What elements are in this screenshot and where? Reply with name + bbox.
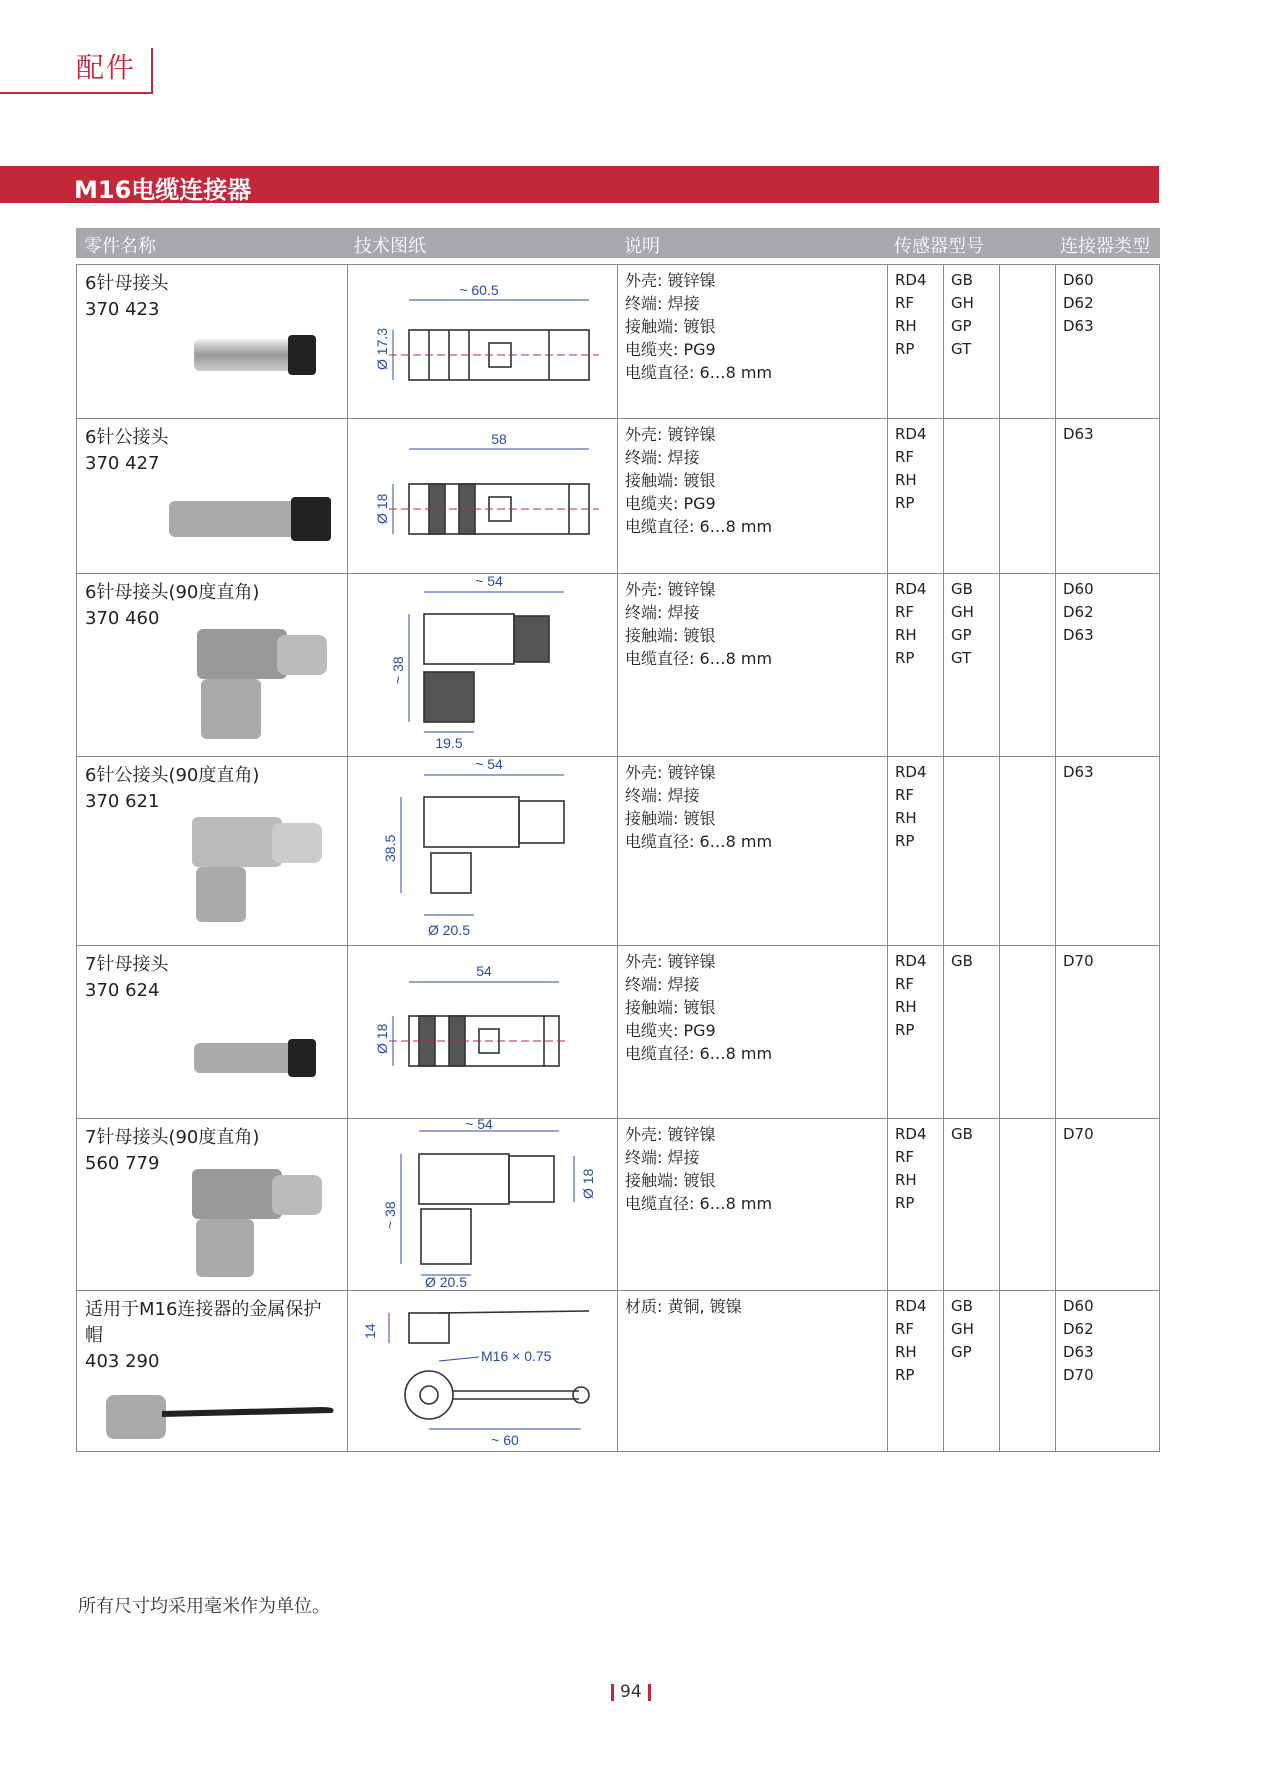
connector-types: D70	[1063, 952, 1094, 970]
technical-drawing	[349, 757, 615, 944]
part-name: 6针母接头(90度直角) 370 460	[85, 580, 259, 632]
part-number: 370 460	[85, 608, 160, 629]
part-number: 370 621	[85, 791, 160, 812]
svg-text:Ø 20.5: Ø 20.5	[424, 1274, 468, 1289]
part-name: 6针公接头(90度直角) 370 621	[85, 763, 259, 815]
sensor-models-2: GB GH GP GT	[951, 580, 974, 667]
sensor-models-1: RD4 RF RH RP	[895, 425, 927, 512]
table-row	[76, 1119, 1160, 1291]
col-description: 说明	[624, 236, 660, 257]
sensor-models-1: RD4 RF RH RP	[895, 271, 927, 358]
connector-photo	[167, 489, 337, 549]
part-name: 6针母接头 370 423	[85, 271, 168, 323]
svg-text:Ø 18: Ø 18	[580, 1168, 596, 1199]
technical-drawing	[349, 946, 615, 1117]
part-number: 370 423	[85, 299, 160, 320]
description: 外壳: 镀锌镍 终端: 焊接 接触端: 镀银 电缆直径: 6…8 mm	[625, 580, 773, 668]
svg-text:Ø 17.3: Ø 17.3	[374, 327, 390, 370]
banner-title: M16电缆连接器	[74, 176, 252, 204]
part-name: 7针母接头 370 624	[85, 952, 168, 1004]
description: 外壳: 镀锌镍 终端: 焊接 接触端: 镀银 电缆直径: 6…8 mm	[625, 763, 773, 851]
table-row	[76, 757, 1160, 946]
table-row	[76, 419, 1160, 574]
section-title: 配件	[76, 51, 137, 84]
svg-text:~ 60: ~ 60	[491, 1432, 519, 1448]
description: 外壳: 镀锌镍 终端: 焊接 接触端: 镀银 电缆直径: 6…8 mm	[625, 1125, 773, 1213]
connector-photo	[182, 817, 332, 937]
part-number: 403 290	[85, 1351, 160, 1372]
cap-photo	[102, 1381, 342, 1447]
table-row	[76, 264, 1160, 419]
col-connector-type: 连接器类型	[1060, 236, 1150, 257]
technical-drawing	[349, 1119, 615, 1289]
connector-photo	[192, 1031, 332, 1086]
sensor-models-1: RD4 RF RH RP	[895, 1297, 927, 1384]
table-row	[76, 1291, 1160, 1452]
technical-drawing	[349, 419, 615, 572]
connector-types: D63	[1063, 763, 1094, 781]
svg-text:~ 54: ~ 54	[465, 1119, 493, 1132]
technical-drawing	[349, 265, 615, 418]
table-row	[76, 946, 1160, 1119]
table-header	[76, 228, 1160, 258]
svg-text:~ 60.5: ~ 60.5	[459, 282, 499, 298]
svg-text:14: 14	[362, 1323, 378, 1339]
header-rule	[0, 92, 151, 94]
svg-text:M16 × 0.75: M16 × 0.75	[481, 1348, 552, 1364]
description: 材质: 黄铜, 镀镍	[625, 1297, 742, 1316]
connector-types: D60 D62 D63 D70	[1063, 1297, 1094, 1384]
page-bar-right	[648, 1684, 651, 1701]
svg-text:19.5: 19.5	[435, 735, 463, 751]
sensor-models-2: GB	[951, 952, 973, 970]
connector-types: D63	[1063, 425, 1094, 443]
sensor-models-2: GB	[951, 1125, 973, 1143]
part-number: 370 427	[85, 453, 160, 474]
units-footnote: 所有尺寸均采用毫米作为单位。	[78, 1596, 330, 1617]
svg-text:Ø 18: Ø 18	[374, 493, 390, 524]
svg-text:~ 54: ~ 54	[475, 574, 503, 589]
svg-text:54: 54	[476, 963, 492, 979]
sensor-models-1: RD4 RF RH RP	[895, 952, 927, 1039]
svg-text:Ø 18: Ø 18	[374, 1023, 390, 1054]
part-name: 适用于M16连接器的金属保护帽 403 290	[85, 1297, 325, 1375]
sensor-models-2: GB GH GP	[951, 1297, 974, 1361]
sensor-models-1: RD4 RF RH RP	[895, 763, 927, 850]
page-bar-left	[611, 1684, 614, 1701]
description: 外壳: 镀锌镍 终端: 焊接 接触端: 镀银 电缆夹: PG9 电缆直径: 6…8 mm	[625, 425, 773, 536]
connector-types: D60 D62 D63	[1063, 271, 1094, 335]
description: 外壳: 镀锌镍 终端: 焊接 接触端: 镀银 电缆夹: PG9 电缆直径: 6…8 mm	[625, 271, 773, 382]
part-number: 560 779	[85, 1153, 160, 1174]
connector-types: D60 D62 D63	[1063, 580, 1094, 644]
svg-text:38.5: 38.5	[382, 834, 398, 862]
sensor-models-1: RD4 RF RH RP	[895, 580, 927, 667]
svg-text:Ø 20.5: Ø 20.5	[427, 922, 471, 938]
part-name: 7针母接头(90度直角) 560 779	[85, 1125, 259, 1177]
svg-text:~ 54: ~ 54	[475, 757, 503, 772]
table-row	[76, 574, 1160, 757]
svg-text:~ 38: ~ 38	[390, 656, 406, 684]
part-name: 6针公接头 370 427	[85, 425, 168, 477]
col-sensor-model: 传感器型号	[894, 236, 984, 257]
page-number: 94	[620, 1682, 642, 1702]
col-part-name: 零件名称	[84, 236, 156, 257]
part-number: 370 624	[85, 980, 160, 1001]
connector-photo	[182, 1169, 332, 1284]
technical-drawing	[349, 1291, 615, 1450]
svg-text:58: 58	[491, 431, 507, 447]
connector-photo	[192, 325, 332, 385]
sensor-models-2: GB GH GP GT	[951, 271, 974, 358]
product-banner	[0, 166, 1159, 203]
connector-photo	[187, 629, 337, 749]
header-rule-vertical	[151, 48, 153, 94]
connector-types: D70	[1063, 1125, 1094, 1143]
sensor-models-1: RD4 RF RH RP	[895, 1125, 927, 1212]
technical-drawing	[349, 574, 615, 755]
svg-text:~ 38: ~ 38	[382, 1201, 398, 1229]
col-drawing: 技术图纸	[354, 236, 426, 257]
description: 外壳: 镀锌镍 终端: 焊接 接触端: 镀银 电缆夹: PG9 电缆直径: 6…8 mm	[625, 952, 773, 1063]
